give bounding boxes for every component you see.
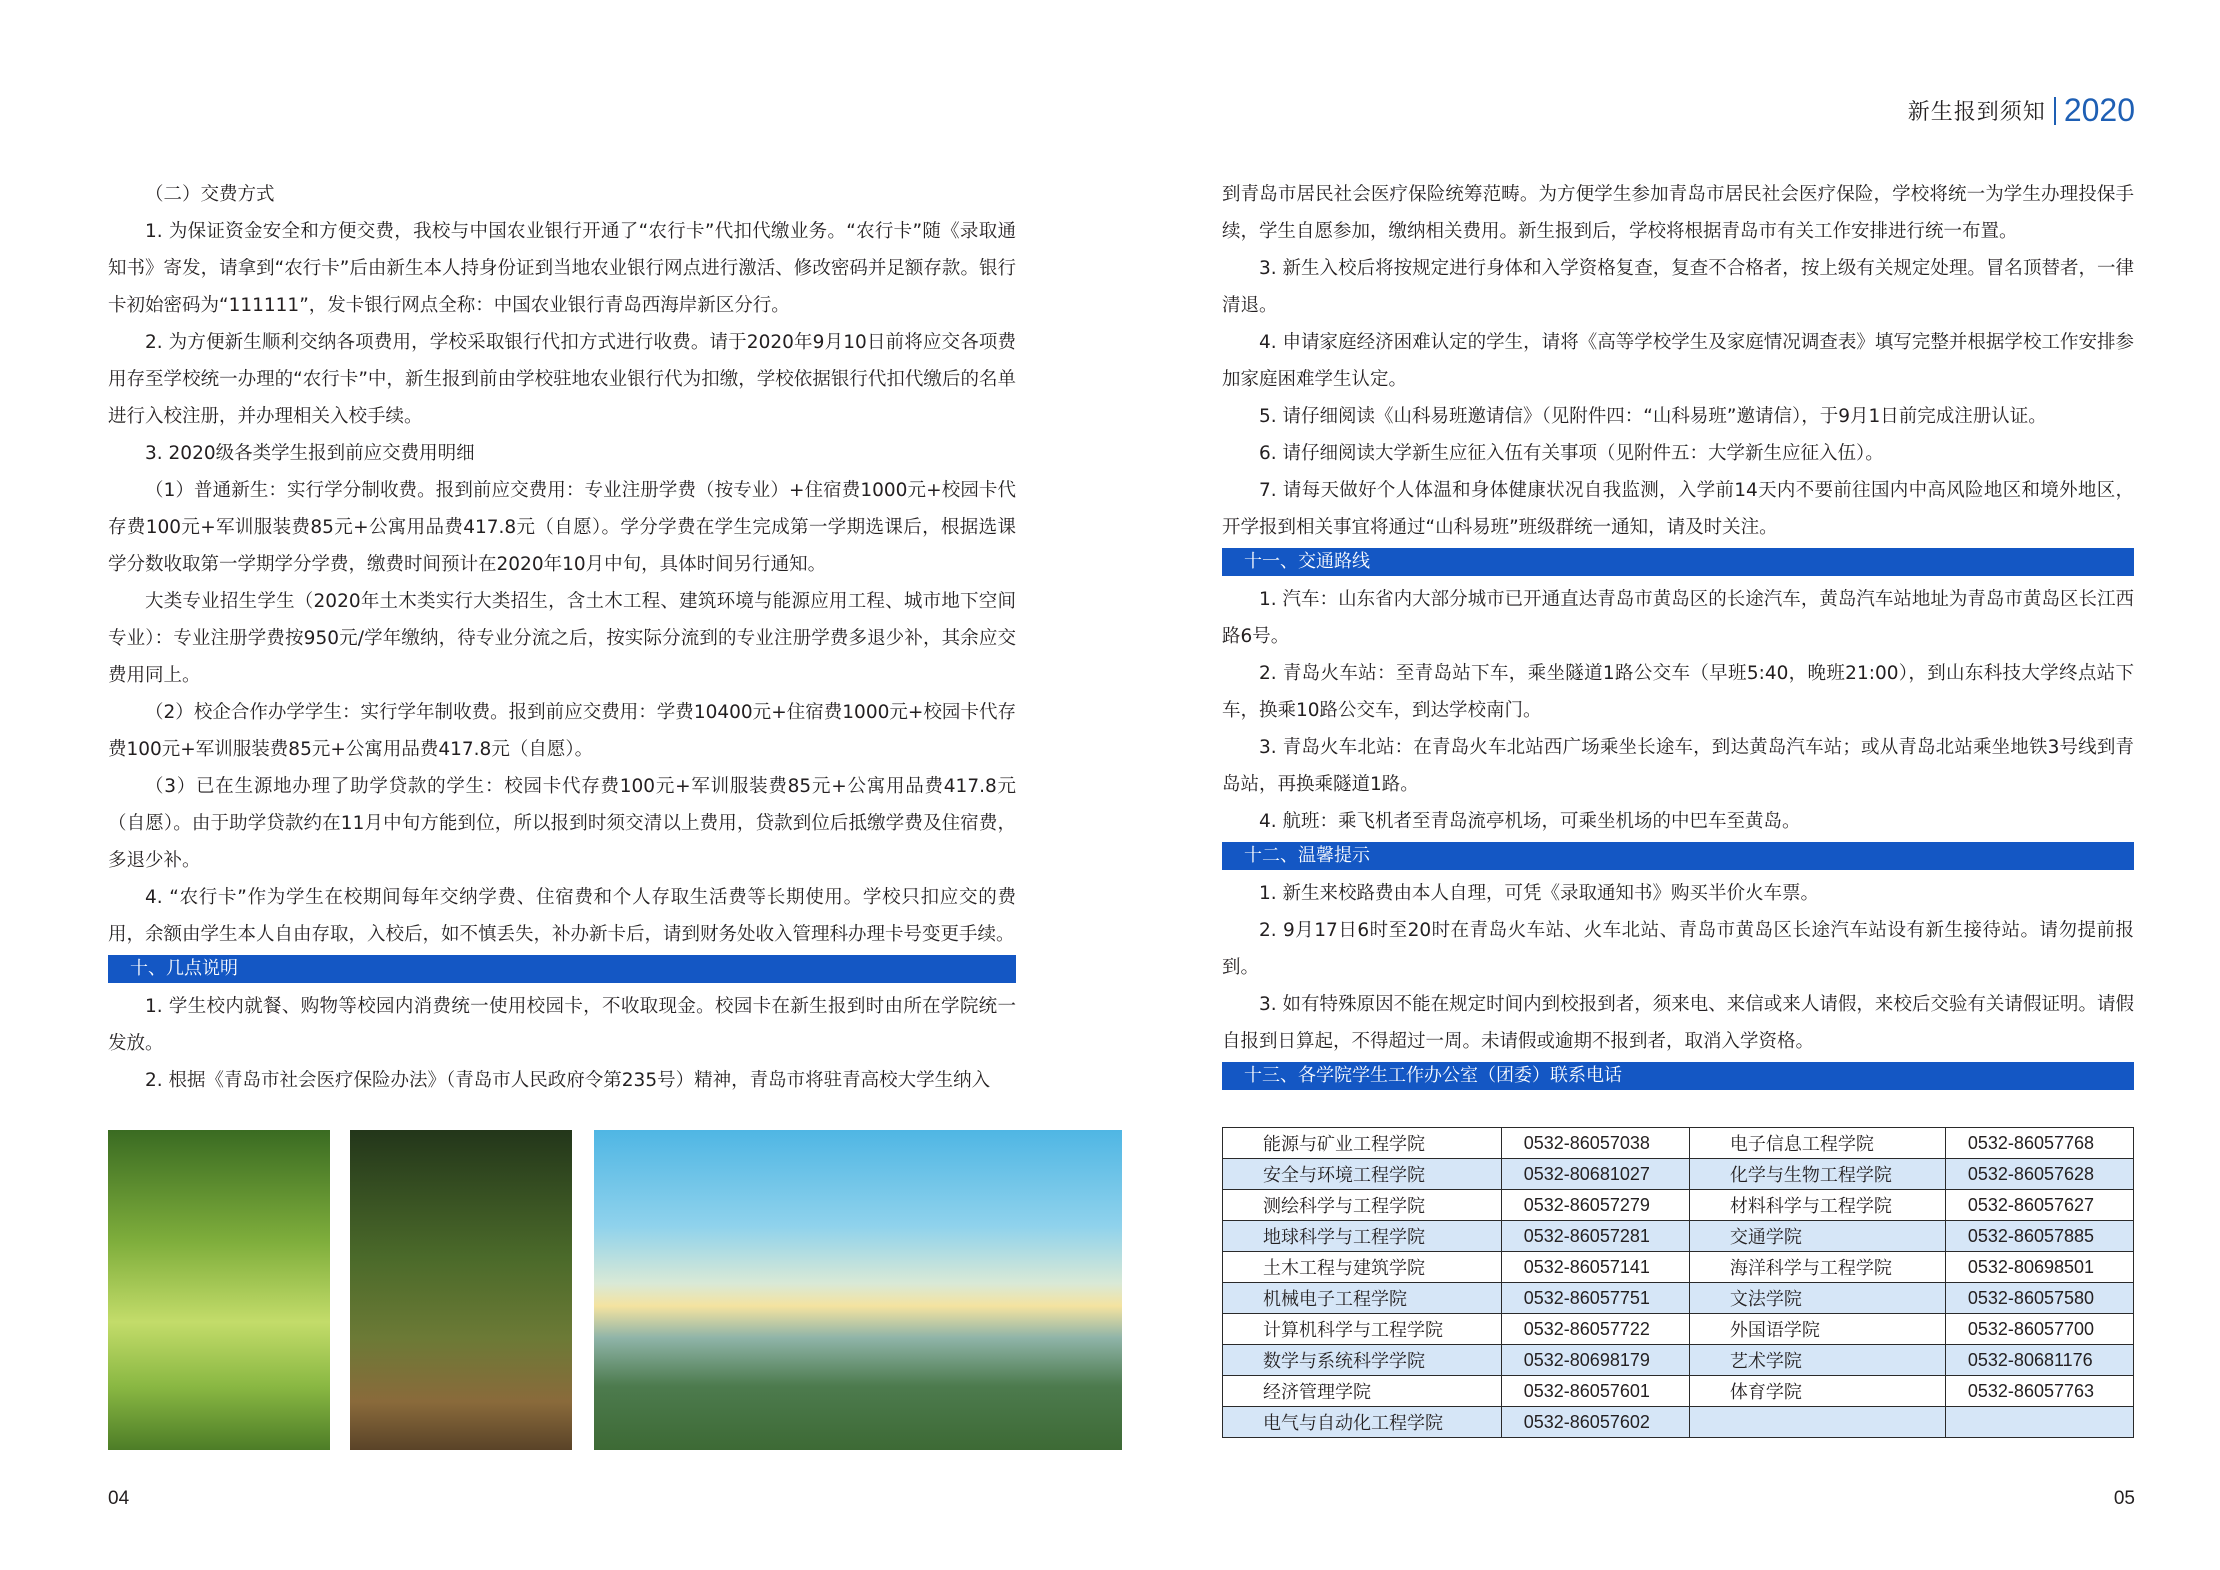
paragraph: 5. 请仔细阅读《山科易班邀请信》（见附件四：“山科易班”邀请信），于9月1日前完成注册认证。 <box>1259 406 2047 427</box>
paragraph: 3. 新生入校后将按规定进行身体和入学资格复查，复查不合格者，按上级有关规定处理。冒名顶替者，一律清退。 <box>1222 258 2134 316</box>
paragraph: 大类专业招生学生（2020年土木类实行大类招生，含土木工程、建筑环境与能源应用工程、城市地下空间专业）：专业注册学费按950元/学年缴纳，待专业分流之后，按实际分流到的专业注册学费多退少补，其余应交费用同上。 <box>108 591 1016 686</box>
phone-cell: 0532-80698501 <box>1945 1252 2133 1283</box>
paragraph: 3. 青岛火车北站：在青岛火车北站西广场乘坐长途车，到达黄岛汽车站；或从青岛北站乘坐地铁3号线到青岛站，再换乘隧道1路。 <box>1222 737 2134 795</box>
paragraph: 7. 请每天做好个人体温和身体健康状况自我监测，入学前14天内不要前往国内中高风险地区和境外地区，开学报到相关事宜将通过“山科易班”班级群统一通知，请及时关注。 <box>1222 480 2134 538</box>
college-name-cell: 能源与矿业工程学院 <box>1223 1128 1502 1159</box>
college-name-cell: 机械电子工程学院 <box>1223 1283 1502 1314</box>
table-row <box>1223 1407 2134 1438</box>
right-column <box>1222 176 2134 1095</box>
header-year: 2020 <box>2063 92 2135 128</box>
page-number-left: 04 <box>108 1488 130 1509</box>
college-name-cell: 材料科学与工程学院 <box>1689 1190 1945 1221</box>
paragraph: 1. 新生来校路费由本人自理，可凭《录取通知书》购买半价火车票。 <box>1259 883 1820 904</box>
phone-cell: 0532-86057628 <box>1945 1159 2133 1190</box>
college-name-cell: 体育学院 <box>1689 1376 1945 1407</box>
paragraph: 2. 9月17日6时至20时在青岛火车站、火车北站、青岛市黄岛区长途汽车站设有新生接待站。请勿提前报到。 <box>1222 920 2134 978</box>
college-name-cell: 外国语学院 <box>1689 1314 1945 1345</box>
college-name-cell: 交通学院 <box>1689 1221 1945 1252</box>
campus-photo-students <box>108 1130 330 1450</box>
paragraph: 2. 青岛火车站：至青岛站下车，乘坐隧道1路公交车（早班5:40，晚班21:00），到山东科技大学终点站下车，换乘10路公交车，到达学校南门。 <box>1222 663 2134 721</box>
paragraph: 4. “农行卡”作为学生在校期间每年交纳学费、住宿费和个人存取生活费等长期使用。学校只扣应交的费用，余额由学生本人自由存取，入校后，如不慎丢失，补办新卡后，请到财务处收入管理科办理卡号变更手续。 <box>108 887 1016 945</box>
paragraph: 1. 汽车：山东省内大部分城市已开通直达青岛市黄岛区的长途汽车，黄岛汽车站地址为青岛市黄岛区长江西路6号。 <box>1222 589 2134 647</box>
phone-cell: 0532-86057722 <box>1501 1314 1689 1345</box>
campus-photo-path <box>350 1130 572 1450</box>
college-name-cell: 电气与自动化工程学院 <box>1223 1407 1502 1438</box>
paragraph: （1）普通新生：实行学分制收费。报到前应交费用：专业注册学费（按专业）+住宿费1000元+校园卡代存费100元+军训服装费85元+公寓用品费417.8元（自愿）。学分学费在学生完成第一学期选课后，根据选课学分数收取第一学期学分学费，缴费时间预计在2020年10月中旬，具体时间另行通知。 <box>108 480 1016 575</box>
college-name-cell: 艺术学院 <box>1689 1345 1945 1376</box>
header-title: 新生报到须知 <box>1907 100 2046 125</box>
section-bar-10: 十、几点说明 <box>108 955 1016 983</box>
paragraph: （3）已在生源地办理了助学贷款的学生：校园卡代存费100元+军训服装费85元+公寓用品费417.8元（自愿）。由于助学贷款约在11月中旬方能到位，所以报到时须交清以上费用，贷款到位后抵缴学费及住宿费，多退少补。 <box>108 776 1016 871</box>
paragraph: 1. 为保证资金安全和方便交费，我校与中国农业银行开通了“农行卡”代扣代缴业务。“农行卡”随《录取通知书》寄发，请拿到“农行卡”后由新生本人持身份证到当地农业银行网点进行激活、修改密码并足额存款。银行卡初始密码为“111111”，发卡银行网点全称：中国农业银行青岛西海岸新区分行。 <box>108 221 1016 316</box>
phone-cell: 0532-86057279 <box>1501 1190 1689 1221</box>
college-name-cell: 计算机科学与工程学院 <box>1223 1314 1502 1345</box>
college-name-cell: 地球科学与工程学院 <box>1223 1221 1502 1252</box>
college-name-cell: 电子信息工程学院 <box>1689 1128 1945 1159</box>
paragraph: 到青岛市居民社会医疗保险统筹范畴。为方便学生参加青岛市居民社会医疗保险，学校将统一为学生办理投保手续，学生自愿参加，缴纳相关费用。新生报到后，学校将根据青岛市有关工作安排进行统一布置。 <box>1222 184 2134 242</box>
phone-cell: 0532-86057763 <box>1945 1376 2133 1407</box>
college-name-cell: 安全与环境工程学院 <box>1223 1159 1502 1190</box>
paragraph: 2. 根据《青岛市社会医疗保险办法》（青岛市人民政府令第235号）精神，青岛市将驻青高校大学生纳入 <box>145 1070 991 1091</box>
phone-cell: 0532-86057601 <box>1501 1376 1689 1407</box>
table-row <box>1223 1376 2134 1407</box>
section-bar-13: 十三、各学院学生工作办公室（团委）联系电话 <box>1222 1062 2134 1090</box>
college-name-cell: 海洋科学与工程学院 <box>1689 1252 1945 1283</box>
phone-cell: 0532-86057141 <box>1501 1252 1689 1283</box>
college-name-cell: 土木工程与建筑学院 <box>1223 1252 1502 1283</box>
table-row <box>1223 1190 2134 1221</box>
paragraph: 3. 2020级各类学生报到前应交费用明细 <box>145 443 475 464</box>
paragraph: 6. 请仔细阅读大学新生应征入伍有关事项（见附件五：大学新生应征入伍）。 <box>1259 443 1884 464</box>
college-name-cell: 经济管理学院 <box>1223 1376 1502 1407</box>
college-name-cell <box>1689 1407 1945 1438</box>
table-row <box>1223 1283 2134 1314</box>
paragraph: 1. 学生校内就餐、购物等校园内消费统一使用校园卡，不收取现金。校园卡在新生报到时由所在学院统一发放。 <box>108 996 1016 1054</box>
college-name-cell: 测绘科学与工程学院 <box>1223 1190 1502 1221</box>
phone-cell: 0532-86057038 <box>1501 1128 1689 1159</box>
phone-cell: 0532-86057580 <box>1945 1283 2133 1314</box>
college-name-cell: 文法学院 <box>1689 1283 1945 1314</box>
phone-cell <box>1945 1407 2133 1438</box>
phone-cell: 0532-86057700 <box>1945 1314 2133 1345</box>
phone-cell: 0532-86057602 <box>1501 1407 1689 1438</box>
table-row <box>1223 1345 2134 1376</box>
page-header <box>1908 92 2135 129</box>
campus-photo-aerial <box>594 1130 1122 1450</box>
section-bar-12: 十二、温馨提示 <box>1222 842 2134 870</box>
table-row <box>1223 1128 2134 1159</box>
phone-cell: 0532-86057768 <box>1945 1128 2133 1159</box>
phone-cell: 0532-80698179 <box>1501 1345 1689 1376</box>
phone-cell: 0532-80681027 <box>1501 1159 1689 1190</box>
section-bar-11: 十一、交通路线 <box>1222 548 2134 576</box>
paragraph: 4. 航班：乘飞机者至青岛流亭机场，可乘坐机场的中巴车至黄岛。 <box>1259 811 1801 832</box>
table-row <box>1223 1314 2134 1345</box>
contact-table <box>1222 1127 2134 1438</box>
phone-cell: 0532-86057281 <box>1501 1221 1689 1252</box>
section-heading-payment: （二）交费方式 <box>145 184 275 205</box>
page-number-right: 05 <box>2113 1488 2135 1509</box>
paragraph: 4. 申请家庭经济困难认定的学生，请将《高等学校学生及家庭情况调查表》填写完整并根据学校工作安排参加家庭困难学生认定。 <box>1222 332 2134 390</box>
table-row <box>1223 1221 2134 1252</box>
header-divider <box>2054 97 2056 125</box>
paragraph: 2. 为方便新生顺利交纳各项费用，学校采取银行代扣方式进行收费。请于2020年9月10日前将应交各项费用存至学校统一办理的“农行卡”中，新生报到前由学校驻地农业银行代为扣缴，学校依据银行代扣代缴后的名单进行入校注册，并办理相关入校手续。 <box>108 332 1016 427</box>
phone-cell: 0532-86057627 <box>1945 1190 2133 1221</box>
table-row <box>1223 1159 2134 1190</box>
phone-cell: 0532-86057885 <box>1945 1221 2133 1252</box>
paragraph: 3. 如有特殊原因不能在规定时间内到校报到者，须来电、来信或来人请假，来校后交验有关请假证明。请假自报到日算起，不得超过一周。未请假或逾期不报到者，取消入学资格。 <box>1222 994 2134 1052</box>
phone-cell: 0532-80681176 <box>1945 1345 2133 1376</box>
phone-cell: 0532-86057751 <box>1501 1283 1689 1314</box>
left-column <box>108 176 1016 1099</box>
college-name-cell: 化学与生物工程学院 <box>1689 1159 1945 1190</box>
college-name-cell: 数学与系统科学学院 <box>1223 1345 1502 1376</box>
paragraph: （2）校企合作办学学生：实行学年制收费。报到前应交费用：学费10400元+住宿费1000元+校园卡代存费100元+军训服装费85元+公寓用品费417.8元（自愿）。 <box>108 702 1016 760</box>
table-row <box>1223 1252 2134 1283</box>
